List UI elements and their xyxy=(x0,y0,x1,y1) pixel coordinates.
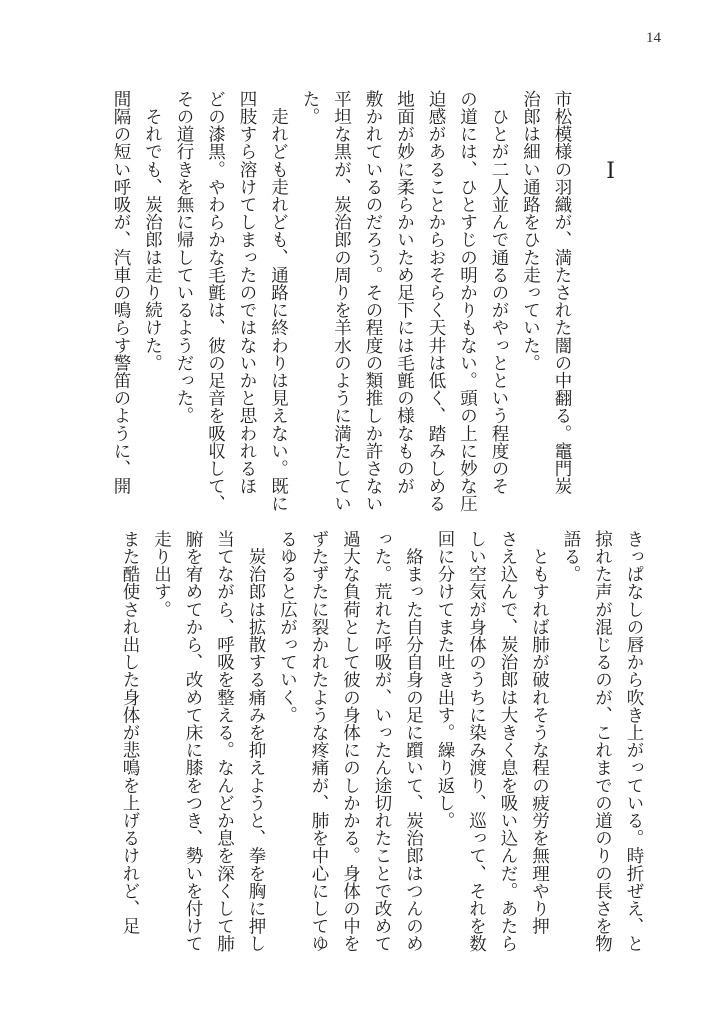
text-column: 治郎は細い通路をひた走っていた。 xyxy=(520,90,541,372)
text-column: 敷かれているのだろう。その程度の類推しか許さない xyxy=(363,90,383,513)
text-column: 四肢すら溶けてしまったのではないかと思われるほ xyxy=(237,90,257,495)
text-column: った。荒れた呼吸が、いったん途切れたことで改めて xyxy=(372,530,392,953)
text-column: 平坦な黒が、炭治郎の周りを羊水のように満たしてい xyxy=(331,90,352,513)
text-column: た。 xyxy=(300,90,320,126)
text-column: 間隔の短い呼吸が、汽車の鳴らす警笛のように、開 xyxy=(111,90,131,495)
text-column: 過大な負荷として彼の身体にのしかかる。身体の中を xyxy=(340,530,361,953)
text-column: しい空気が身体のうちに染み渡り、巡って、それを数 xyxy=(466,530,487,953)
text-column: どの漆黒。やわらかな毛氈は、彼の足音を吸収して、 xyxy=(205,90,226,513)
chapter-heading: Ⅰ xyxy=(606,158,615,183)
text-column: ひとが二人並んで通るのがやっとという程度のそ xyxy=(489,90,509,495)
text-column: 炭治郎は拡散する痛みを抑えようと、拳を胸に押し xyxy=(246,530,266,953)
text-column: きっぱなしの唇から吹き上がっている。時折ぜえ、と xyxy=(624,530,644,953)
text-block-bottom xyxy=(114,530,650,980)
text-column: の道には、ひとすじの明かりもない。頭の上に妙な圧 xyxy=(457,90,478,513)
text-block-top xyxy=(105,90,578,513)
text-column: 市松模様の羽織が、満たされた闇の中翻る。竈門炭 xyxy=(552,90,572,495)
text-column: それでも、炭治郎は走り続けた。 xyxy=(142,90,163,372)
text-column: 迫感があることからおそらく天井は低く、踏みしめる xyxy=(426,90,446,513)
text-column: また酷使され出した身体が悲鳴を上げるけれど、足 xyxy=(120,530,140,935)
text-column: るゆると広がっていく。 xyxy=(277,530,298,724)
text-column: ずたずたに裂かれたような疼痛が、肺を中心にしてゆ xyxy=(309,530,329,953)
text-column: 走り出す。 xyxy=(151,530,172,618)
text-column: 回に分けてまた吐き出す。繰り返し。 xyxy=(435,530,455,830)
text-column: ともすれば肺が破れそうな程の疲労を無理やり押 xyxy=(529,530,550,935)
text-column: 語る。 xyxy=(561,530,581,583)
text-column: 絡まった自分自身の足に躓いて、炭治郎はつんのめ xyxy=(403,530,424,953)
text-column: さえ込んで、炭治郎は大きく息を吸い込んだ。あたら xyxy=(498,530,518,953)
text-column: 掠れた声が混じるのが、これまでの道のりの長さを物 xyxy=(592,530,613,953)
text-column: 地面が妙に柔らかいため足下には毛氈の様なものが xyxy=(394,90,415,495)
text-column: 当てながら、呼吸を整える。なんどか息を深くして肺 xyxy=(214,530,235,953)
text-column: 腑を宥めてから、改めて床に膝をつき、勢いを付けて xyxy=(183,530,203,953)
page-number: 14 xyxy=(646,30,661,46)
text-column: その道行きを無に帰しているようだった。 xyxy=(174,90,194,425)
text-column: 走れども走れども、通路に終わりは見えない。既に xyxy=(268,90,289,513)
